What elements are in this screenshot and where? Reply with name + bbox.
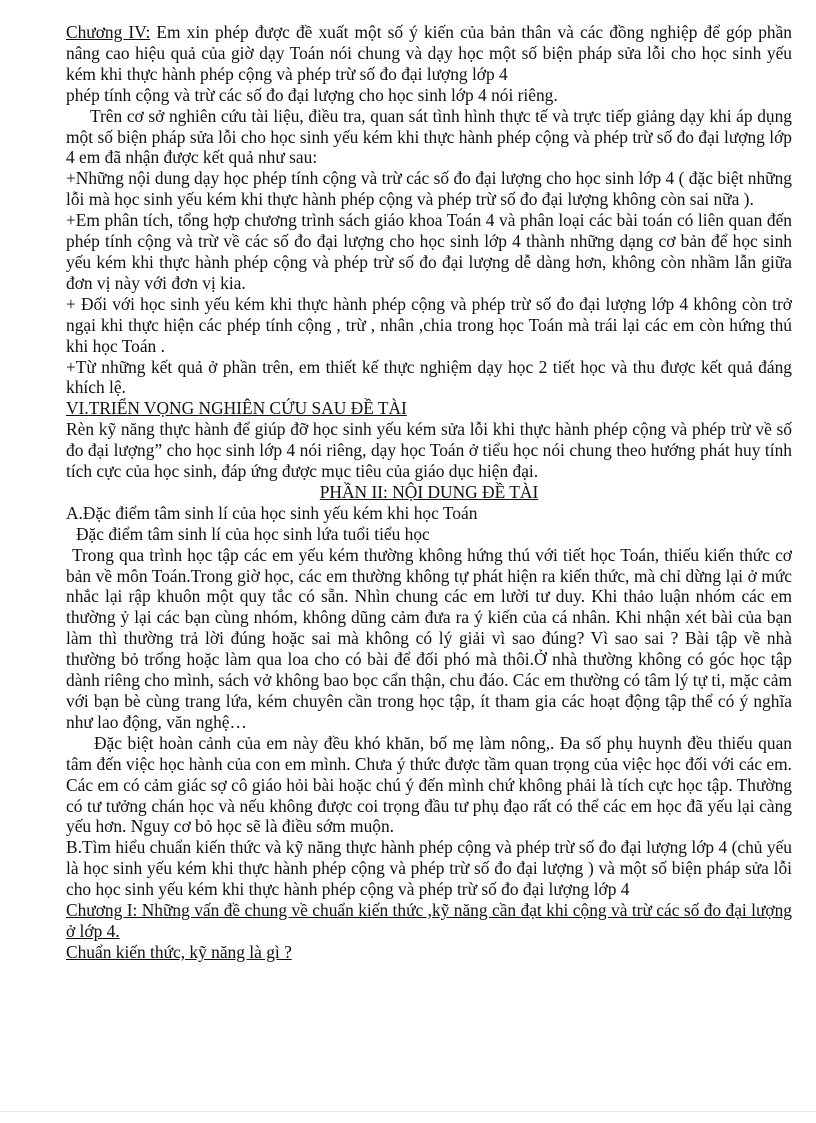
paragraph-family-circumstances: Đặc biệt hoàn cảnh của em này đều khó khăn, bố mẹ làm nông,. Đa số phụ huynh đều thiếu quan tâm đến việc học hành của con em mình. Chưa ý thức được tầm quan trọng của việc học đối với các em. Các em có cảm giác sợ cô giáo hỏi bài hoặc chú ý đến mình chứ không phải là tích cực học tập. Thường có tư tưởng chán học và nếu không được coi trọng đầu tư phụ đạo rất có thể các em học đã yếu lại càng yếu hơn. Nguy cơ bỏ học sẽ là điều sớm muộn. bbox=[66, 732, 792, 837]
heading-chapter-i: Chương I: Những vấn đề chung về chuẩn kiến thức ,kỹ năng cần đạt khi cộng và trừ các số đo đại lượng ở lớp 4. bbox=[66, 900, 792, 941]
paragraph-result-1: +Những nội dung dạy học phép tính cộng và trừ các số đo đại lượng cho học sinh lớp 4 ( đặc biệt những lỗi mà học sinh yếu kém khi thực hành phép cộng và phép trừ số đo đại lượng không còn sai nữa ). bbox=[66, 168, 792, 210]
paragraph-result-3: + Đối với học sinh yếu kém khi thực hành phép cộng và phép trừ số đo đại lượng lớp 4 không còn trở ngại khi thực hiện các phép tính cộng , trừ , nhân ,chia trong học Toán mà trái lại các em còn hứng thú khi học Toán . bbox=[66, 293, 792, 356]
chapter-iv-text: Em xin phép được đề xuất một số ý kiến của bản thân và các đồng nghiệp để góp phần nâng cao hiệu quả của giờ dạy Toán nói chung và dạy học một số biện pháp sửa lỗi cho học sinh yếu kém khi thực hành phép cộng và phép trừ số đo đại lượng lớp 4 bbox=[66, 22, 792, 84]
heading-section-vi: VI.TRIỂN VỌNG NGHIÊN CỨU SAU ĐỀ TÀI bbox=[66, 398, 407, 419]
heading-section-b: B.Tìm hiểu chuẩn kiến thức và kỹ năng thực hành phép cộng và phép trừ số đo đại lượng lớp 4 (chủ yếu là học sinh yếu kém khi thực hành phép cộng và phép trừ số đo đại lượng ) và một số biện pháp sửa lỗi cho học sinh yếu kém khi thực hành phép cộng và phép trừ số đo đại lượng lớp 4 bbox=[66, 837, 792, 900]
heading-part-ii: PHẦN II: NỘI DUNG ĐỀ TÀI bbox=[319, 481, 539, 502]
subheading-psychology: Đặc điểm tâm sinh lí của học sinh lứa tuổi tiểu học bbox=[76, 523, 430, 544]
heading-section-a: A.Đặc điểm tâm sinh lí của học sinh yếu kém khi học Toán bbox=[66, 502, 478, 523]
paragraph-learning-process: Trong qua trình học tập các em yếu kém thường không hứng thú với tiết học Toán, thiếu kiến thức cơ bản về môn Toán.Trong giờ học, các em thường không tự phát hiện ra kiến thức, mà chỉ dừng lại ở mức nhắc lại rập khuôn một quy tắc có sẵn. Nhìn chung các em lười tư duy. Khi thảo luận nhóm các em thường ỷ lại các bạn cùng nhóm, không dũng cảm đưa ra ý kiến của cá nhân. Khi nhận xét bài của bạn làm thì thường trả lời đúng hoặc sai mà không có lý giải vì sao đúng? Vì sao sai ? Bài tập về nhà thường bỏ trống hoặc làm qua loa cho có bài để đối phó mà thôi.Ở nhà thường không có góc học tập dành riêng cho mình, sách vở không bao bọc cẩn thận, chu đáo. Các em thường có tâm lý tự ti, mặc cảm với bạn bè cùng trang lứa, kém chuyên cần trong học tập, ít tham gia các hoạt động tập thể có ý nghĩa như lao động, văn nghệ… bbox=[66, 544, 792, 732]
paragraph-result-2: +Em phân tích, tổng hợp chương trình sách giáo khoa Toán 4 và phân loại các bài toán có liên quan đến phép tính cộng và trừ về các số đo đại lượng cho học sinh lớp 4 thành những dạng cơ bản để học sinh yếu kém khi thực hành phép cộng và phép trừ số đo đại lượng dễ dàng hơn, không còn nhầm lẫn giữa đơn vị này với đơn vị kia. bbox=[66, 210, 792, 293]
paragraph-2: phép tính cộng và trừ các số đo đại lượng cho học sinh lớp 4 nói riêng. bbox=[66, 84, 558, 105]
paragraph-research-basis: Trên cơ sở nghiên cứu tài liệu, điều tra, quan sát tình hình thực tế và trực tiếp giảng dạy khi áp dụng một số biện pháp sửa lỗi cho học sinh yếu kém khi thực hành phép cộng và phép trừ số đo đại lượng lớp 4 em đã nhận được kết quả như sau: bbox=[66, 105, 792, 168]
paragraph-result-4: +Từ những kết quả ở phần trên, em thiết kế thực nghiệm dạy học 2 tiết học và thu được kết quả đáng khích lệ. bbox=[66, 356, 792, 398]
paragraph-chapter-iv bbox=[66, 22, 792, 85]
document-page bbox=[66, 22, 792, 963]
chapter-iv-label: Chương IV: bbox=[66, 22, 151, 42]
paragraph-prospects: Rèn kỹ năng thực hành để giúp đỡ học sinh yếu kém sửa lỗi khi thực hành phép cộng và phép trừ về số đo đại lượng” cho học sinh lớp 4 nói riêng, dạy học Toán ở tiểu học nói chung theo hướng phát huy tính tích cực của học sinh, đáp ứng được mục tiêu của giáo dục hiện đại. bbox=[66, 419, 792, 482]
page-bottom-divider bbox=[0, 1111, 816, 1112]
heading-question: Chuẩn kiến thức, kỹ năng là gì ? bbox=[66, 941, 292, 962]
